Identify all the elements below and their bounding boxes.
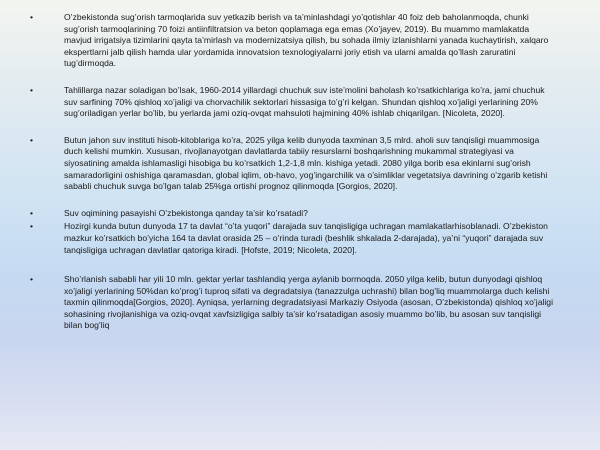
paragraph-text: Sho’rlanish sababli har yili 10 mln. gektar yerlar tashlandiq yerga aylanib bormoqda. 2050 yilga kelib, butun dunyodagi qishloq xo’jaligi yerlarining 50%dan ko’prog’i tuproq sifati va degradatsiya (tanazzulga uchrashi) bilan bog’liq muammolarga duch kelishi taxmin qilinmoqda[Gorgios, 2020]. Ayniqsa, yerlarning degradatsiyasi Markaziy Osiyoda (asosan, O’zbekistonda) qishloq xo’jaligi sohasining rivojlanishiga va oziq-ovqat xavfsizligiga salbiy ta’sir ko’rsatadigan asosiy muammo bo’lib, bu asosan suv tanqisligi bilan bog’liq: [64, 274, 553, 331]
paragraph-text: Butun jahon suv instituti hisob-kitoblariga ko’ra, 2025 yilga kelib dunyoda taxminan 3,5 mlrd. aholi suv tanqisligi muammosiga duch kelishi mumkin. Xususan, rivojlanayotgan davlatlarda tabiiy resurslarni boshqarishning mukammal strategiyasi va siyosatining amalda ishlamasligi hisobiga bu ko’rsatkich 1,2-1,8 mln. kishiga yetadi. 2080 yilga borib esa ekinlarni sug’orish samaradorligini oshishiga qaramasdan, global iqlim, ob-havo, yog’ingarchilik va o’simliklar vegetatsiya davrining o’zgarib ketishi sababli chuchuk suvga bo’lgan talab 25%ga ortishi prognoz qilinmoqda [Gorgios, 2020].: [64, 134, 548, 192]
paragraph-text: Tahlillarga nazar soladigan bo’lsak, 1960-2014 yillardagi chuchuk suv iste’molini baholash ko’rsatkichlariga ko’ra, jami chuchuk suv sarfining 70% qishloq xo’jaligi va chorvachilik sektorlari hissasiga to’g’ri kelgan. Shundan qishloq xo’jaligi yerlarining 20% sug’oriladigan yerlar bo’lib, bu yerlarda jami oziq-ovqat mahsuloti hajmining 40% ishlab chiqarilgan. [Nicoleta, 2020].: [64, 84, 545, 119]
paragraph-text: O’zbekistonda sug’orish tarmoqlarida suv yetkazib berish va ta’minlashdagi yo’qotishlar 40 foiz deb baholanmoqda, chunki sug’orish tarmoqlarining 70 foizi antiinfiltratsion va beton qoplamaga ega emas (Xo’jayev, 2019). Bu muammo mamlakatda mavjud irrigatsiya tizimlarini qayta ta’mirlash va modernizatsiya qilish, bu sohada ilmiy izlanishlarni yanada kuchaytirish, xalqaro ekspertlarni jalb qilish hamda ular yordamida innovatsion texnologiyalarni joriy etish va ularni amalda qo’llash zaruratini tug’dirmoqda.: [64, 12, 549, 69]
paragraph-text: Hozirgi kunda butun dunyoda 17 ta davlat “o’ta yuqori” darajada suv tanqisligiga uchragan mamlakatlarhisoblanadi. O’zbekiston mazkur ko’rsatkich bo’yicha 164 ta davlat orasida 25 – o’rinda turadi (beshlik shkalada 2-darajada), ya’ni “yuqori” darajada suv tanqisligiga uchragan davlatlar qatoriga kiradi. [Hofste, 2019; Nicoleta, 2020].: [64, 221, 548, 255]
paragraph-text: Suv oqimining pasayishi O’zbekistonga qanday ta’sir ko’rsatadi?: [64, 207, 308, 218]
bullet-paragraph-water-scarcity-forecast: [30, 135, 558, 193]
bullet-paragraph-irrigation-losses: [30, 12, 558, 70]
bullet-paragraph-salinization: [30, 274, 558, 332]
bullet-icon: •: [30, 274, 34, 285]
bullet-icon: •: [30, 221, 34, 232]
bullet-icon: •: [30, 134, 34, 145]
bullet-icon: •: [30, 207, 34, 218]
bullet-paragraph-question: [30, 208, 558, 220]
bullet-paragraph-freshwater-consumption: [30, 85, 558, 120]
bullet-paragraph-water-stress-ranking: [30, 221, 558, 256]
bullet-icon: •: [30, 12, 34, 22]
bullet-icon: •: [30, 84, 34, 95]
